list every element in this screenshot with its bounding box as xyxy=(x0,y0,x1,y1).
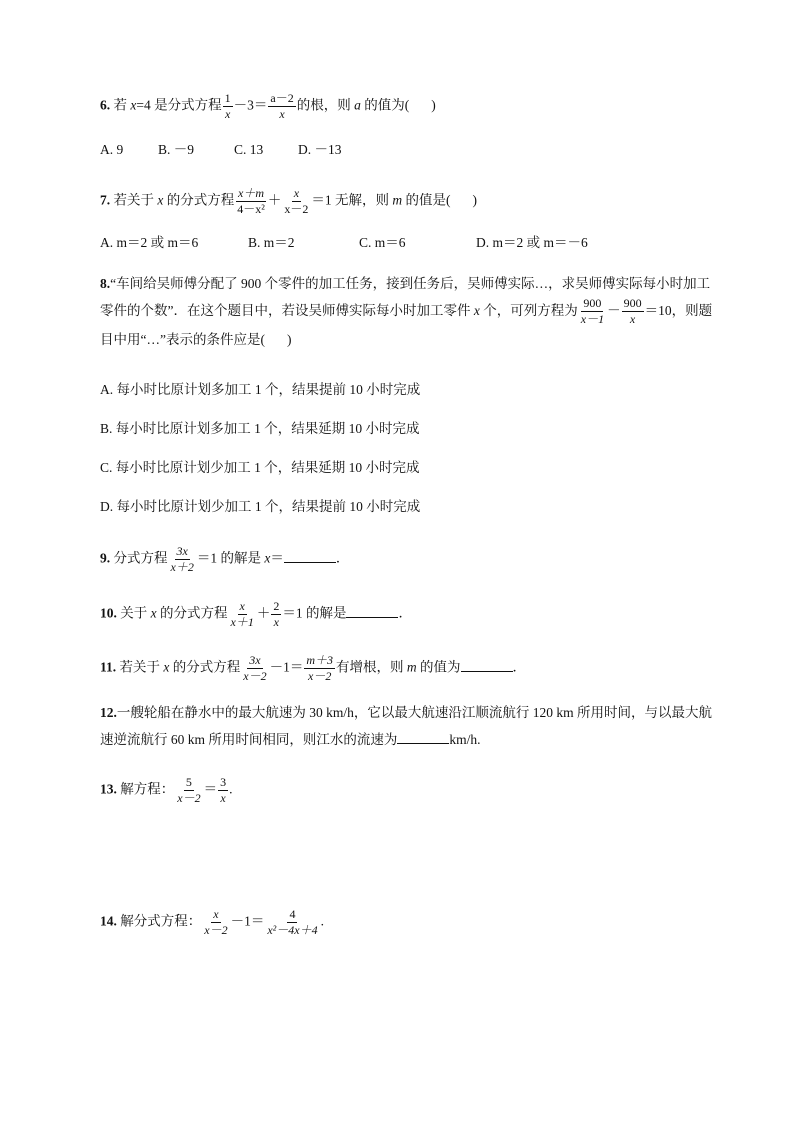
var-x: x xyxy=(473,303,480,318)
text: 一艘轮船在静水中的最大航速为 30 km/h，它以最大航速沿江顺流航行 120 km 所用时间，与以最大航速逆流航行 60 km 所用时间相同，则江水的流速为 xyxy=(100,705,713,747)
denominator: x－1 xyxy=(580,312,605,327)
denominator: 4－x² xyxy=(237,202,265,216)
text: ＋ xyxy=(267,192,282,208)
option-c[interactable]: C. m＝6 xyxy=(359,235,406,250)
option-a[interactable]: A. 每小时比原计划多加工 1 个，结果提前 10 小时完成 xyxy=(100,382,421,397)
text: ． xyxy=(335,550,350,566)
text: ＝ xyxy=(270,550,284,566)
numerator: x xyxy=(293,186,300,200)
numerator: x＋m xyxy=(238,186,265,200)
option-d[interactable]: D. m＝2 或 m＝－6 xyxy=(476,235,588,250)
text: 的值为( xyxy=(360,97,410,113)
fraction xyxy=(304,654,335,683)
fraction xyxy=(218,776,228,805)
fraction xyxy=(268,92,295,121)
var-x: x xyxy=(130,97,137,113)
text: ＝10，则题目中用“…”表示的条件应是( xyxy=(100,303,713,348)
numerator: 2 xyxy=(273,599,280,613)
text: ＝ xyxy=(203,781,218,797)
text: 若关于 xyxy=(119,659,164,675)
fraction xyxy=(223,92,233,121)
text: 解方程： xyxy=(120,781,175,797)
text: 个，可列方程为 xyxy=(479,303,578,318)
var-x: x xyxy=(163,659,170,675)
fraction xyxy=(235,187,267,216)
denominator: x－2 xyxy=(284,202,309,216)
text: －1＝ xyxy=(269,659,304,675)
question-number: 14. xyxy=(100,913,117,929)
question-6 xyxy=(100,92,436,121)
fraction xyxy=(579,297,606,326)
text: ． xyxy=(512,659,527,675)
fraction xyxy=(282,187,310,216)
text: =4 是分式方程 xyxy=(136,97,222,113)
fraction xyxy=(271,600,281,629)
text: ＝1 无解，则 xyxy=(311,192,393,208)
numerator: x xyxy=(239,599,245,613)
question-9 xyxy=(100,545,349,574)
question-number: 8. xyxy=(100,276,111,291)
answer-blank[interactable] xyxy=(346,603,398,618)
question-13 xyxy=(100,776,232,805)
numerator: a－2 xyxy=(270,91,294,105)
denominator: x＋1 xyxy=(230,615,254,629)
text: 的值是( xyxy=(402,192,451,208)
text: . xyxy=(229,781,233,797)
text: ＝1 的解是 xyxy=(282,605,347,621)
fraction xyxy=(241,654,268,683)
option-a[interactable]: A. m＝2 或 m＝6 xyxy=(100,235,199,250)
var-x: x xyxy=(157,192,164,208)
denominator: x²－4x＋4 xyxy=(267,923,318,937)
option-b[interactable]: B. m＝2 xyxy=(248,235,295,250)
denominator: x－2 xyxy=(243,669,267,683)
text: ) xyxy=(472,192,477,208)
denominator: x＋2 xyxy=(170,560,194,574)
answer-blank[interactable] xyxy=(284,548,336,563)
text: “车间给吴师傅分配了 900 个零件的加工任务，接到任务后，吴师傅实际…，求吴师傅实际每小时加工零件的个数”．在这个题目中，若设吴师傅实际每小时加工零件 xyxy=(100,276,711,318)
denominator: x xyxy=(220,791,226,805)
text: ) xyxy=(286,332,292,348)
option-b[interactable]: B. 每小时比原计划多加工 1 个，结果延期 10 小时完成 xyxy=(100,421,420,436)
option-b[interactable]: B. －9 xyxy=(158,142,195,157)
question-number: 7. xyxy=(100,192,111,208)
answer-blank[interactable] xyxy=(461,657,513,672)
numerator: 4 xyxy=(289,907,296,921)
fraction xyxy=(622,297,644,326)
numerator: x xyxy=(213,907,219,921)
text: 的根，则 xyxy=(296,97,355,113)
text: 解分式方程： xyxy=(120,913,202,929)
text: ＋ xyxy=(256,605,271,621)
text: －1＝ xyxy=(230,913,265,929)
numerator: 900 xyxy=(583,296,602,311)
var-a: a xyxy=(354,97,361,113)
option-c[interactable]: C. 13 xyxy=(234,142,264,157)
fraction xyxy=(202,908,229,937)
denominator: x xyxy=(629,312,636,327)
question-7 xyxy=(100,187,477,216)
question-number: 13. xyxy=(100,781,117,797)
text: 的分式方程 xyxy=(169,659,241,675)
var-x: x xyxy=(264,550,271,566)
denominator: x－2 xyxy=(308,669,332,683)
fraction xyxy=(169,545,196,574)
text: 有增根，则 xyxy=(336,659,407,675)
numerator: 1 xyxy=(224,91,231,105)
option-d[interactable]: D. 每小时比原计划少加工 1 个，结果提前 10 小时完成 xyxy=(100,499,421,514)
denominator: x xyxy=(273,615,279,629)
text: km/h. xyxy=(449,732,481,747)
question-number: 12. xyxy=(100,705,117,720)
text: 的分式方程 xyxy=(163,192,235,208)
question-8 xyxy=(100,270,722,353)
question-number: 6. xyxy=(100,97,111,113)
option-c[interactable]: C. 每小时比原计划少加工 1 个，结果延期 10 小时完成 xyxy=(100,460,420,475)
text: . xyxy=(320,913,324,929)
denominator: x－2 xyxy=(204,923,228,937)
numerator: 3x xyxy=(176,544,188,558)
fraction xyxy=(265,908,319,937)
numerator: 3 xyxy=(220,775,227,789)
numerator: 5 xyxy=(185,775,192,789)
fraction xyxy=(229,600,256,629)
option-a[interactable]: A. 9 xyxy=(100,142,124,157)
numerator: 3x xyxy=(249,653,261,667)
var-m: m xyxy=(406,659,417,675)
fraction xyxy=(175,776,202,805)
text: －3＝ xyxy=(233,97,268,113)
text: ＝1 的解是 xyxy=(196,550,265,566)
text: 的值为 xyxy=(416,659,461,675)
text: ) xyxy=(431,97,436,113)
question-14 xyxy=(100,908,324,937)
question-number: 11. xyxy=(100,659,117,675)
var-x: x xyxy=(150,605,157,621)
question-10 xyxy=(100,600,412,629)
denominator: x xyxy=(279,107,285,121)
denominator: x－2 xyxy=(177,791,201,805)
text: 若 xyxy=(113,97,131,113)
option-d[interactable]: D. －13 xyxy=(298,142,342,157)
denominator: x xyxy=(224,107,231,121)
text: ． xyxy=(398,605,412,621)
text: 分式方程 xyxy=(113,550,168,566)
text: － xyxy=(607,303,621,318)
text: 若关于 xyxy=(113,192,158,208)
numerator: 900 xyxy=(623,296,642,311)
question-number: 9. xyxy=(100,550,111,566)
question-number: 10. xyxy=(100,605,117,621)
question-11 xyxy=(100,654,526,683)
text: 关于 xyxy=(120,605,151,621)
question-12 xyxy=(100,699,722,753)
text: 的分式方程 xyxy=(156,605,228,621)
answer-blank[interactable] xyxy=(397,729,449,744)
numerator: m＋3 xyxy=(306,653,334,667)
var-m: m xyxy=(392,192,403,208)
